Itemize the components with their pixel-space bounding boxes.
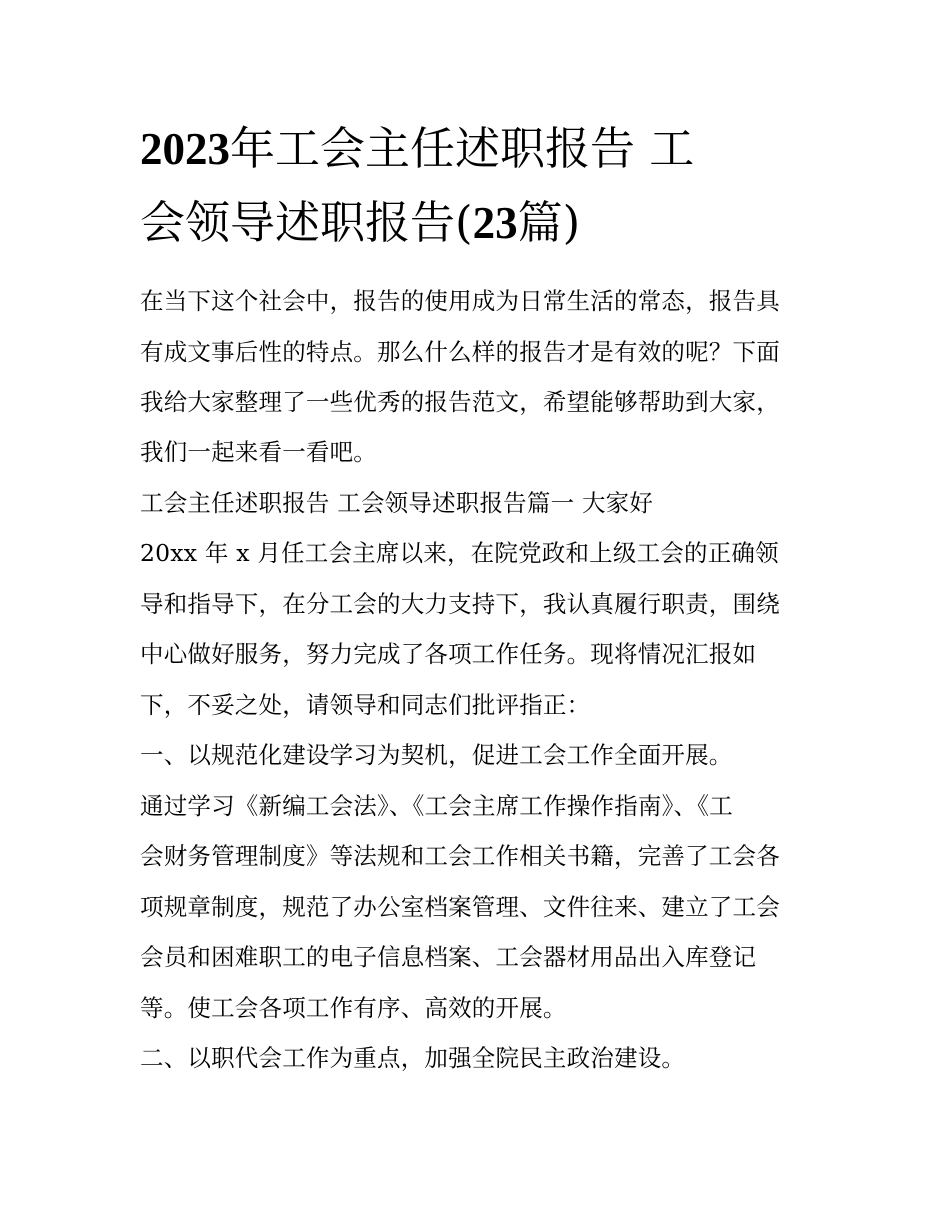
body-line: 导和指导下，在分工会的大力支持下，我认真履行职责，围绕: [140, 590, 780, 618]
body-line: 会财务管理制度》等法规和工会工作相关书籍，完善了工会各: [140, 842, 780, 870]
body-line: 20xx 年 x 月任工会主席以来，在院党政和上级工会的正确领: [140, 539, 779, 567]
body-line: 等。使工会各项工作有序、高效的开展。: [140, 994, 567, 1022]
body-line: 我给大家整理了一些优秀的报告范文，希望能够帮助到大家，: [140, 388, 780, 416]
body-line: 我们一起来看一看吧。: [140, 438, 377, 466]
title-line-2-text-a: 会领导述职报告(: [140, 196, 473, 249]
body-line: 有成文事后性的特点。那么什么样的报告才是有效的呢？下面: [140, 338, 780, 366]
body-line: 下，不妥之处，请领导和同志们批评指正：: [140, 691, 591, 719]
title-count: 23: [472, 198, 518, 248]
body-line: 中心做好服务，努力完成了各项工作任务。现将情况汇报如: [140, 640, 757, 668]
body-line: 通过学习《新编工会法》、《工会主席工作操作指南》、《工: [140, 792, 733, 820]
title-line-1: [140, 112, 820, 186]
title-line-2-text-b: 篇): [517, 196, 581, 249]
document-title: [140, 112, 820, 260]
body-line: 工会主任述职报告 工会领导述职报告篇一 大家好: [140, 489, 654, 517]
body-line: 项规章制度，规范了办公室档案管理、文件往来、建立了工会: [140, 893, 780, 921]
body-line: 会员和困难职工的电子信息档案、工会器材用品出入库登记: [140, 943, 757, 971]
title-line-1-text: 年工会主任述职报告 工: [230, 122, 695, 175]
title-line-2: [140, 186, 820, 260]
body-line: 二、以职代会工作为重点，加强全院民主政治建设。: [140, 1044, 686, 1072]
body-line: 在当下这个社会中，报告的使用成为日常生活的常态，报告具: [140, 287, 780, 315]
body-line: 一、以规范化建设学习为契机，促进工会工作全面开展。: [140, 741, 733, 769]
title-year: 2023: [140, 124, 230, 174]
